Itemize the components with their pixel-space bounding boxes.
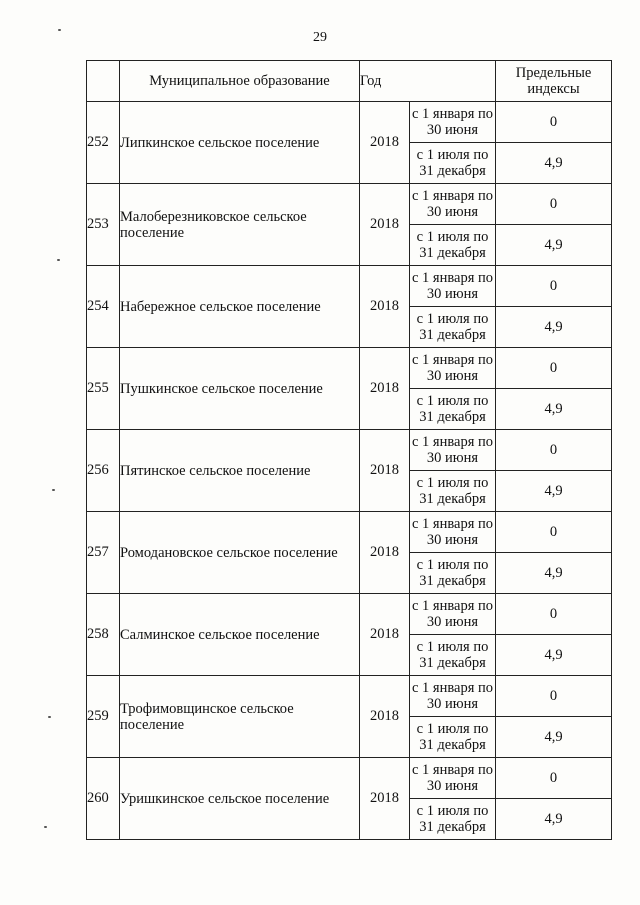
- period-cell: с 1 января по 30 июня: [410, 266, 496, 307]
- period-cell: с 1 января по 30 июня: [410, 676, 496, 717]
- year-cell: 2018: [360, 676, 410, 758]
- index-value: 0: [496, 102, 612, 143]
- index-value: 4,9: [496, 635, 612, 676]
- period-cell: с 1 января по 30 июня: [410, 348, 496, 389]
- index-value: 4,9: [496, 307, 612, 348]
- row-number: 257: [87, 512, 120, 594]
- table-row: [87, 430, 612, 471]
- table-body: [87, 102, 612, 840]
- year-cell: 2018: [360, 512, 410, 594]
- period-cell: с 1 июля по 31 декабря: [410, 717, 496, 758]
- row-number: 258: [87, 594, 120, 676]
- header-index: Предельные индексы: [496, 61, 612, 102]
- municipality-name: Малоберезниковское сельское поселение: [120, 184, 360, 266]
- year-cell: 2018: [360, 430, 410, 512]
- table-row: [87, 758, 612, 799]
- index-value: 4,9: [496, 471, 612, 512]
- index-value: 4,9: [496, 225, 612, 266]
- scan-speck: [57, 259, 60, 261]
- year-cell: 2018: [360, 184, 410, 266]
- header-number: [87, 61, 120, 102]
- period-cell: с 1 января по 30 июня: [410, 102, 496, 143]
- municipality-name: Салминское сельское поселение: [120, 594, 360, 676]
- period-cell: с 1 января по 30 июня: [410, 430, 496, 471]
- header-municipality: Муниципальное образование: [120, 61, 360, 102]
- period-cell: с 1 июля по 31 декабря: [410, 635, 496, 676]
- table-row: [87, 512, 612, 553]
- row-number: 259: [87, 676, 120, 758]
- row-number: 253: [87, 184, 120, 266]
- period-cell: с 1 января по 30 июня: [410, 594, 496, 635]
- table-row: [87, 348, 612, 389]
- index-value: 4,9: [496, 389, 612, 430]
- index-value: 0: [496, 430, 612, 471]
- period-cell: с 1 июля по 31 декабря: [410, 143, 496, 184]
- index-value: 4,9: [496, 143, 612, 184]
- header-year: Год: [360, 61, 496, 102]
- period-cell: с 1 июля по 31 декабря: [410, 471, 496, 512]
- period-cell: с 1 июля по 31 декабря: [410, 307, 496, 348]
- index-value: 0: [496, 594, 612, 635]
- municipality-name: Уришкинское сельское поселение: [120, 758, 360, 840]
- index-value: 0: [496, 184, 612, 225]
- table-row: [87, 184, 612, 225]
- table-row: [87, 594, 612, 635]
- row-number: 252: [87, 102, 120, 184]
- year-cell: 2018: [360, 758, 410, 840]
- period-cell: с 1 июля по 31 декабря: [410, 553, 496, 594]
- municipality-name: Пушкинское сельское поселение: [120, 348, 360, 430]
- index-value: 4,9: [496, 799, 612, 840]
- municipality-name: Ромодановское сельское поселение: [120, 512, 360, 594]
- period-cell: с 1 января по 30 июня: [410, 758, 496, 799]
- table-header-row: [87, 61, 612, 102]
- index-value: 0: [496, 348, 612, 389]
- table-row: [87, 676, 612, 717]
- index-value: 0: [496, 512, 612, 553]
- period-cell: с 1 июля по 31 декабря: [410, 225, 496, 266]
- period-cell: с 1 июля по 31 декабря: [410, 389, 496, 430]
- scan-speck: [48, 716, 51, 718]
- scan-speck: [58, 29, 61, 31]
- municipality-name: Пятинское сельское поселение: [120, 430, 360, 512]
- year-cell: 2018: [360, 102, 410, 184]
- index-value: 4,9: [496, 717, 612, 758]
- page-number: 29: [313, 30, 327, 45]
- year-cell: 2018: [360, 594, 410, 676]
- year-cell: 2018: [360, 348, 410, 430]
- scan-speck: [52, 489, 55, 491]
- period-cell: с 1 января по 30 июня: [410, 184, 496, 225]
- municipality-name: Трофимовщинское сельское поселение: [120, 676, 360, 758]
- scan-speck: [44, 826, 47, 828]
- period-cell: с 1 июля по 31 декабря: [410, 799, 496, 840]
- index-value: 4,9: [496, 553, 612, 594]
- row-number: 256: [87, 430, 120, 512]
- index-value: 0: [496, 676, 612, 717]
- row-number: 254: [87, 266, 120, 348]
- municipality-name: Липкинское сельское поселение: [120, 102, 360, 184]
- row-number: 255: [87, 348, 120, 430]
- table-row: [87, 266, 612, 307]
- table-row: [87, 102, 612, 143]
- year-cell: 2018: [360, 266, 410, 348]
- indices-table: [86, 60, 612, 840]
- period-cell: с 1 января по 30 июня: [410, 512, 496, 553]
- index-value: 0: [496, 758, 612, 799]
- municipality-name: Набережное сельское поселение: [120, 266, 360, 348]
- index-value: 0: [496, 266, 612, 307]
- row-number: 260: [87, 758, 120, 840]
